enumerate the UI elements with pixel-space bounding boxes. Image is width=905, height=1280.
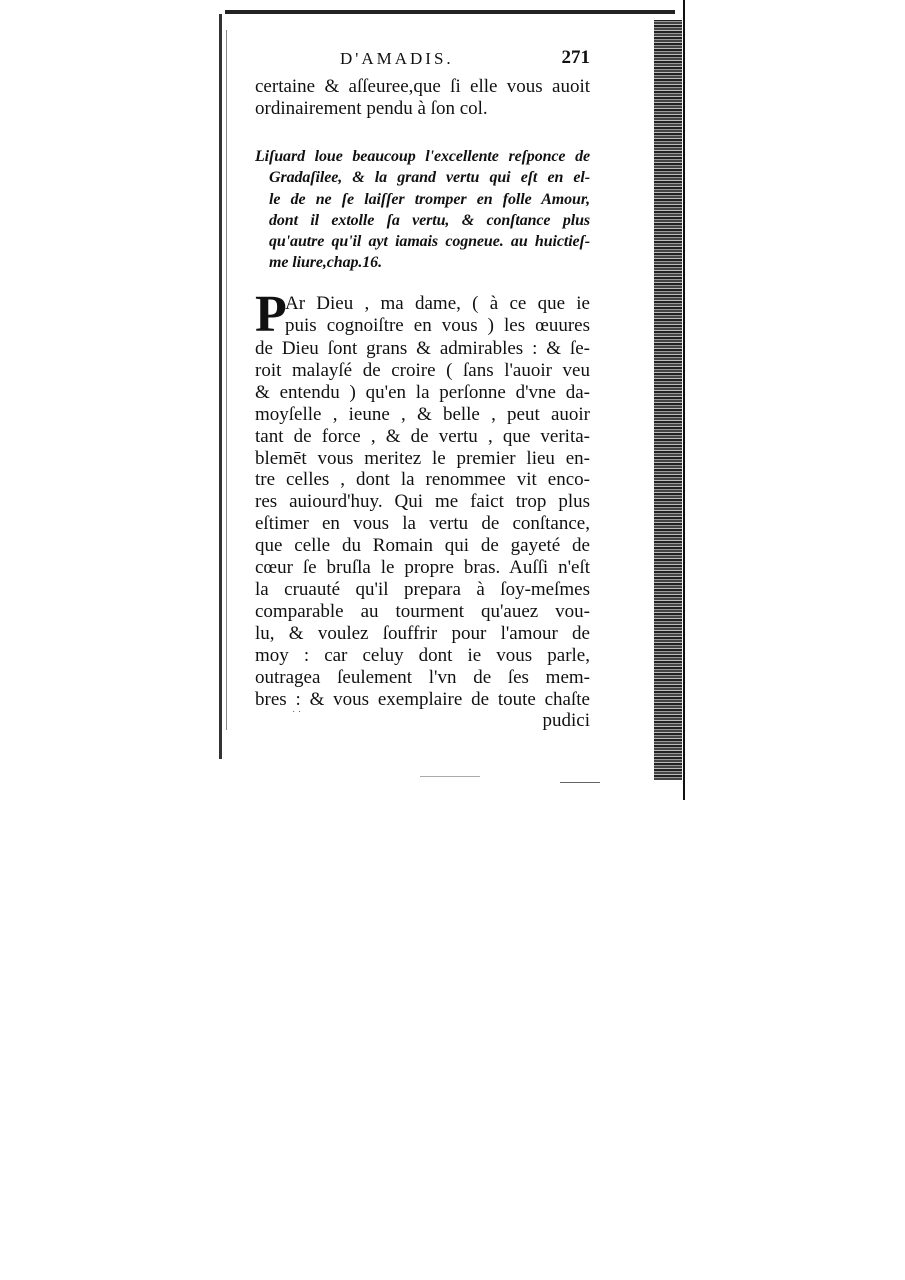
text-line: comparable au tourment qu'auez vou-: [255, 600, 590, 622]
page-number: 271: [561, 47, 590, 68]
text-line: ordinairement pendu à ſon col.: [255, 98, 488, 119]
summary-line: dont il extolle ſa vertu, & conſtance plus: [269, 211, 590, 229]
text-line: tant de force , & de vertu , que verita-: [255, 425, 590, 447]
text-line: puis cognoiſtre en vous ) les œuures: [285, 314, 590, 336]
body-paragraph: [255, 286, 590, 732]
running-head: [340, 49, 590, 71]
top-edge-rule: [225, 10, 675, 14]
summary-line: me liure,chap.16.: [269, 254, 382, 272]
right-border-line: [683, 0, 685, 800]
text-line: moyſelle , ieune , & belle , peut auoir: [255, 403, 590, 425]
chapter-summary: [255, 146, 590, 274]
text-line: bres : & vous exemplaire de toute chaſte: [255, 688, 590, 710]
summary-line: Liſuard loue beaucoup l'excellente reſponce de: [255, 148, 590, 165]
left-page-shadow: [226, 30, 227, 730]
catchword: pudici: [542, 710, 590, 732]
text-line: blemēt vous meritez le premier lieu en-: [255, 447, 590, 469]
running-title: D'AMADIS.: [340, 49, 454, 68]
text-line: moy : car celuy dont ie vous parle,: [255, 644, 590, 666]
text-line: certaine & aſſeuree,que ſi elle vous auoit: [255, 76, 590, 97]
book-spine-edge: [654, 20, 682, 780]
left-page-edge: [219, 14, 222, 759]
summary-line: Gradaſilee, & la grand vertu qui eſt en el-: [269, 169, 590, 187]
drop-capital: P: [255, 286, 287, 343]
text-line: res auiourd'huy. Qui me faict trop plus: [255, 491, 590, 513]
bottom-mark: [560, 782, 600, 783]
text-line: outragea ſeulement l'vn de ſes mem-: [255, 666, 590, 688]
text-line: de Dieu ſont grans & admirables : & ſe-: [255, 338, 590, 359]
text-line: cœur ſe bruſla le propre bras. Auſſi n'eſt: [255, 557, 590, 579]
text-line: Ar Dieu , ma dame, ( à ce que ie: [285, 293, 590, 314]
dropcap-row: [255, 286, 590, 343]
text-line: eſtimer en vous la vertu de conſtance,: [255, 513, 590, 535]
text-line: que celle du Romain qui de gayeté de: [255, 535, 590, 557]
text-line: roit malayſé de croire ( ſans l'auoir veu: [255, 359, 590, 381]
dropcap-lines: [285, 293, 590, 338]
text-line: la cruauté qu'il prepara à ſoy-meſmes: [255, 578, 590, 600]
intro-paragraph: [255, 76, 590, 120]
summary-line: qu'autre qu'il ayt iamais cogneue. au huictieſ-: [269, 233, 590, 251]
text-line: lu, & voulez ſouffrir pour l'amour de: [255, 622, 590, 644]
bottom-mark: [420, 776, 480, 777]
text-line: tre celles , dont la renommee vit enco-: [255, 469, 590, 491]
text-line: & entendu ) qu'en la perſonne d'vne da-: [255, 381, 590, 403]
ink-specks: ˙ ˙: [292, 710, 302, 721]
summary-line: le de ne ſe laiſſer tromper en folle Amour,: [269, 190, 590, 208]
